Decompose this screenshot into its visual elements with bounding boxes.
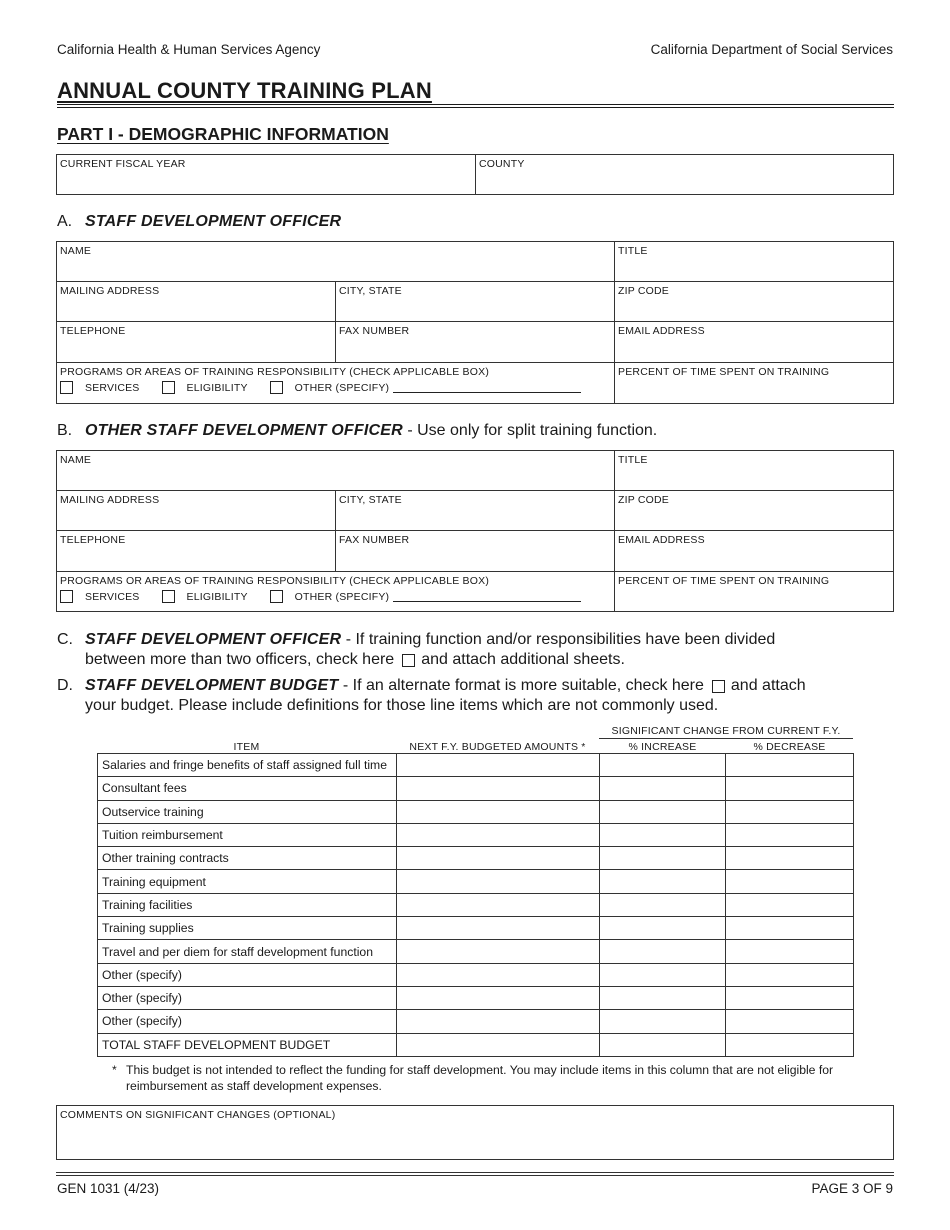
budget-item-label: Other training contracts [98,847,397,870]
budget-increase-cell[interactable] [599,847,726,870]
footnote-text: This budget is not intended to reflect the funding for staff development. You may include items in this column that are not eligible for reimbursement as staff development expenses. [126,1063,834,1093]
a-eligibility-label: ELIGIBILITY [186,381,248,394]
budget-increase-cell[interactable] [599,917,726,940]
department-name: California Department of Social Services [650,42,893,57]
a-zip-field[interactable] [615,282,893,322]
b-mailing-address-label: MAILING ADDRESS [60,494,160,506]
a-other-option[interactable] [270,381,582,394]
budget-decrease-cell[interactable] [726,777,854,800]
budget-row [98,800,854,823]
budget-amount-cell[interactable] [396,893,599,916]
significant-change-rule [599,738,853,739]
a-title-field[interactable] [615,242,893,282]
b-zip-label: ZIP CODE [618,494,669,506]
a-city-state-field[interactable] [336,282,615,322]
fiscal-year-field[interactable] [57,155,476,194]
b-fax-field[interactable] [336,531,615,572]
budget-amount-cell[interactable] [396,1033,599,1056]
b-telephone-label: TELEPHONE [60,534,126,546]
a-eligibility-checkbox[interactable] [162,381,175,394]
footer-rule-bottom [56,1175,894,1176]
a-fax-field[interactable] [336,322,615,363]
section-c-text2b: and attach additional sheets. [421,651,625,668]
b-other-checkbox[interactable] [270,590,283,603]
section-c-text2a: between more than two officers, check here [85,651,395,668]
title-rule-top [57,104,894,105]
b-name-field[interactable] [57,451,615,491]
increase-column-header: % INCREASE [628,741,697,753]
a-name-field[interactable] [57,242,615,282]
budget-row [98,754,854,777]
budget-decrease-cell[interactable] [726,870,854,893]
budget-amount-cell[interactable] [396,1010,599,1033]
page-number: PAGE 3 OF 9 [811,1181,893,1196]
b-title-field[interactable] [615,451,893,491]
footnote-star: * [112,1063,117,1077]
budget-increase-cell[interactable] [599,823,726,846]
budget-decrease-cell[interactable] [726,940,854,963]
b-program-options [60,590,603,603]
b-other-specify-line[interactable] [393,592,581,602]
budget-item-label: Travel and per diem for staff development function [98,940,397,963]
budget-row [98,1010,854,1033]
section-d-text2: your budget. Please include definitions for those line items which are not commonly used. [85,697,719,714]
b-services-checkbox[interactable] [60,590,73,603]
comments-label: COMMENTS ON SIGNIFICANT CHANGES (OPTIONAL) [60,1109,336,1121]
budget-increase-cell[interactable] [599,1033,726,1056]
a-mailing-address-field[interactable] [57,282,336,322]
section-d-letter: D. [57,677,73,694]
section-c-title: STAFF DEVELOPMENT OFFICER [85,631,342,648]
decrease-column-header: % DECREASE [753,741,826,753]
budget-amount-cell[interactable] [396,823,599,846]
budget-item-label: Salaries and fringe benefits of staff assigned full time [98,754,397,777]
budget-decrease-cell[interactable] [726,800,854,823]
form-number: GEN 1031 (4/23) [57,1181,160,1196]
a-percent-time-field[interactable] [615,363,893,403]
budget-amount-cell[interactable] [396,986,599,1009]
budget-item-label: Other (specify) [98,1010,397,1033]
budget-increase-cell[interactable] [599,777,726,800]
budget-amount-cell[interactable] [396,917,599,940]
amounts-column-header: NEXT F.Y. BUDGETED AMOUNTS * [409,741,586,753]
budget-amount-cell[interactable] [396,777,599,800]
budget-decrease-cell[interactable] [726,917,854,940]
budget-amount-cell[interactable] [396,940,599,963]
budget-increase-cell[interactable] [599,986,726,1009]
section-c [57,630,877,670]
a-fax-label: FAX NUMBER [339,325,410,337]
county-label: COUNTY [479,158,525,170]
a-telephone-label: TELEPHONE [60,325,126,337]
a-other-specify-line[interactable] [393,383,581,393]
officer-a-box [56,241,894,404]
title-rule-bottom [57,107,894,108]
section-c-letter: C. [57,631,73,648]
b-percent-time-field[interactable] [615,572,893,611]
budget-row [98,963,854,986]
b-eligibility-label: ELIGIBILITY [186,590,248,603]
budget-row [98,1033,854,1056]
form-title: ANNUAL COUNTY TRAINING PLAN [57,78,432,103]
a-services-option[interactable] [60,381,140,394]
b-services-option[interactable] [60,590,140,603]
section-d-title: STAFF DEVELOPMENT BUDGET [85,677,339,694]
budget-decrease-cell[interactable] [726,1033,854,1056]
fiscal-year-label: CURRENT FISCAL YEAR [60,158,186,170]
budget-decrease-cell[interactable] [726,1010,854,1033]
budget-decrease-cell[interactable] [726,893,854,916]
budget-item-label: Tuition reimbursement [98,823,397,846]
a-program-options [60,381,603,394]
budget-item-label: Consultant fees [98,777,397,800]
section-a-letter: A. [57,213,73,230]
a-email-label: EMAIL ADDRESS [618,325,705,337]
a-percent-time-label: PERCENT OF TIME SPENT ON TRAINING [618,366,830,378]
section-d [57,676,887,716]
a-zip-label: ZIP CODE [618,285,669,297]
budget-row [98,917,854,940]
budget-increase-cell[interactable] [599,1010,726,1033]
b-mailing-address-field[interactable] [57,491,336,531]
a-city-state-label: CITY, STATE [339,285,402,297]
budget-row [98,893,854,916]
section-a-heading [57,213,341,231]
budget-increase-cell[interactable] [599,754,726,777]
budget-increase-cell[interactable] [599,870,726,893]
b-zip-field[interactable] [615,491,893,531]
part1-title: PART I - DEMOGRAPHIC INFORMATION [57,124,389,144]
b-programs-label: PROGRAMS OR AREAS OF TRAINING RESPONSIBILITY (CHECK APPLICABLE BOX) [60,575,490,587]
b-telephone-field[interactable] [57,531,336,572]
budget-increase-cell[interactable] [599,940,726,963]
a-other-label: OTHER (SPECIFY) [294,381,390,394]
section-c-text1: - If training function and/or responsibilities have been divided [341,631,776,648]
b-programs-field [57,572,615,611]
budget-increase-cell[interactable] [599,893,726,916]
a-programs-field [57,363,615,403]
significant-change-header: SIGNIFICANT CHANGE FROM CURRENT F.Y. [611,725,841,737]
a-other-checkbox[interactable] [270,381,283,394]
a-telephone-field[interactable] [57,322,336,363]
footer-rule-top [56,1172,894,1173]
alternate-format-checkbox[interactable] [712,680,725,693]
a-title-label: TITLE [618,245,648,257]
budget-row [98,870,854,893]
budget-row [98,986,854,1009]
budget-decrease-cell[interactable] [726,963,854,986]
b-email-label: EMAIL ADDRESS [618,534,705,546]
budget-amount-cell[interactable] [396,800,599,823]
budget-decrease-cell[interactable] [726,754,854,777]
budget-row [98,940,854,963]
budget-amount-cell[interactable] [396,963,599,986]
budget-item-label: Outservice training [98,800,397,823]
section-b-letter: B. [57,422,73,439]
a-programs-label: PROGRAMS OR AREAS OF TRAINING RESPONSIBILITY (CHECK APPLICABLE BOX) [60,366,490,378]
section-b-title: OTHER STAFF DEVELOPMENT OFFICER [85,422,403,439]
demographic-box [56,154,894,195]
b-email-field[interactable] [615,531,893,572]
b-other-label: OTHER (SPECIFY) [294,590,390,603]
budget-row [98,847,854,870]
a-services-checkbox[interactable] [60,381,73,394]
a-mailing-address-label: MAILING ADDRESS [60,285,160,297]
b-services-label: SERVICES [85,590,140,603]
budget-row [98,777,854,800]
officer-b-box [56,450,894,612]
section-d-text1b: and attach [730,677,806,694]
budget-amount-cell[interactable] [396,870,599,893]
item-column-header: ITEM [233,741,260,753]
a-email-field[interactable] [615,322,893,363]
b-fax-label: FAX NUMBER [339,534,410,546]
b-name-label: NAME [60,454,92,466]
budget-amount-cell[interactable] [396,847,599,870]
section-b-heading [57,422,657,440]
budget-item-label: Training equipment [98,870,397,893]
budget-item-label: Training supplies [98,917,397,940]
split-function-checkbox[interactable] [402,654,415,667]
budget-table [97,753,854,1057]
budget-amount-cell[interactable] [396,754,599,777]
a-eligibility-option[interactable] [162,381,248,394]
section-b-note: - Use only for split training function. [402,422,658,439]
budget-item-label: Other (specify) [98,963,397,986]
comments-field[interactable] [56,1105,894,1160]
agency-name: California Health & Human Services Agency [57,42,321,57]
budget-item-label: Training facilities [98,893,397,916]
b-title-label: TITLE [618,454,648,466]
budget-increase-cell[interactable] [599,800,726,823]
budget-item-label: TOTAL STAFF DEVELOPMENT BUDGET [98,1033,397,1056]
section-d-text1a: - If an alternate format is more suitable, check here [338,677,704,694]
budget-decrease-cell[interactable] [726,986,854,1009]
budget-row [98,823,854,846]
b-eligibility-option[interactable] [162,590,248,603]
b-city-state-label: CITY, STATE [339,494,402,506]
budget-item-label: Other (specify) [98,986,397,1009]
b-percent-time-label: PERCENT OF TIME SPENT ON TRAINING [618,575,830,587]
budget-decrease-cell[interactable] [726,847,854,870]
section-a-title: STAFF DEVELOPMENT OFFICER [85,213,342,230]
county-field[interactable] [476,155,893,194]
a-services-label: SERVICES [85,381,140,394]
b-eligibility-checkbox[interactable] [162,590,175,603]
a-name-label: NAME [60,245,92,257]
budget-increase-cell[interactable] [599,963,726,986]
b-other-option[interactable] [270,590,582,603]
budget-decrease-cell[interactable] [726,823,854,846]
b-city-state-field[interactable] [336,491,615,531]
